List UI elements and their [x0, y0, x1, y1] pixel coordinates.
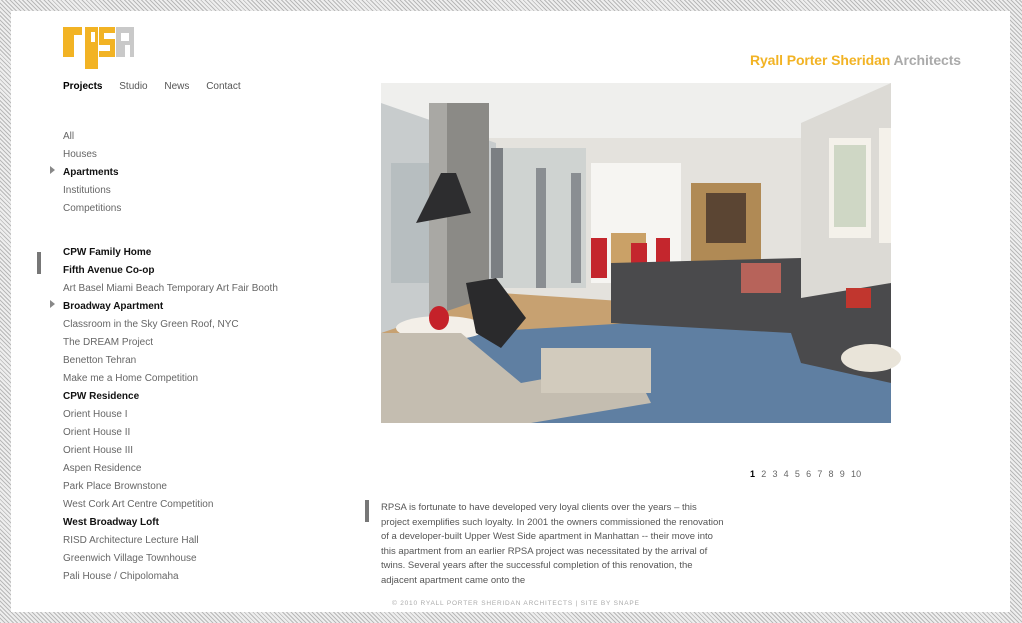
page-link-7[interactable]: 7 — [817, 469, 823, 479]
nav-contact[interactable]: Contact — [206, 81, 241, 92]
footer-credits: © 2010 RYALL PORTER SHERIDAN ARCHITECTS | SITE BY SNAPE — [392, 600, 640, 607]
active-project-arrow-icon — [50, 300, 55, 308]
category-list — [63, 128, 121, 218]
page-link-1[interactable]: 1 — [750, 469, 756, 479]
main-nav — [63, 81, 255, 92]
category-all[interactable]: All — [63, 131, 75, 142]
project-item[interactable]: Pali House / Chipolomaha — [63, 571, 179, 582]
project-item[interactable]: Orient House II — [63, 427, 131, 438]
project-item[interactable]: West Broadway Loft — [63, 517, 159, 528]
page-link-6[interactable]: 6 — [806, 469, 812, 479]
rpsa-logo[interactable] — [63, 27, 135, 69]
project-item[interactable]: CPW Residence — [63, 391, 140, 402]
project-item[interactable]: Aspen Residence — [63, 463, 142, 474]
project-list — [63, 244, 323, 582]
project-photo[interactable] — [381, 83, 891, 423]
project-item[interactable]: Orient House I — [63, 409, 128, 420]
description-marker — [365, 500, 369, 522]
project-item[interactable]: Make me a Home Competition — [63, 373, 199, 384]
page-link-3[interactable]: 3 — [772, 469, 778, 479]
project-item[interactable]: Park Place Brownstone — [63, 481, 167, 492]
brand-name — [750, 52, 961, 68]
project-item[interactable]: Orient House III — [63, 445, 134, 456]
category-houses[interactable]: Houses — [63, 149, 97, 160]
category-competitions[interactable]: Competitions — [63, 203, 122, 214]
nav-studio[interactable]: Studio — [119, 81, 148, 92]
project-item[interactable]: CPW Family Home — [63, 247, 152, 258]
project-item[interactable]: West Cork Art Centre Competition — [63, 499, 214, 510]
page-link-5[interactable]: 5 — [794, 469, 801, 479]
page-link-2[interactable]: 2 — [761, 469, 767, 479]
category-institutions[interactable]: Institutions — [63, 185, 111, 196]
page-link-4[interactable]: 4 — [783, 469, 789, 479]
brand-rest: Architects — [893, 52, 961, 68]
project-item[interactable]: Broadway Apartment — [63, 301, 164, 312]
project-item[interactable]: RISD Architecture Lecture Hall — [63, 535, 199, 546]
project-item[interactable]: Benetton Tehran — [63, 355, 137, 366]
project-description: RPSA is fortunate to have developed very loyal clients over the years – this project exemplifies such loyalty. In 2001 the owners commissioned the renovation of a developer-built Upper West Side apartment in Manhattan -- their move into this apartment from an earlier RPSA project was necessitated by the arrival of twins. Several years after the successful completion of this renovation, the adjacent apartment came onto the — [381, 502, 724, 586]
apartment-interior-image — [381, 83, 891, 423]
page — [11, 11, 1010, 612]
project-item[interactable]: Art Basel Miami Beach Temporary Art Fair Booth — [63, 283, 278, 294]
nav-news[interactable]: News — [164, 81, 190, 92]
category-apartments[interactable]: Apartments — [63, 167, 119, 178]
brand-highlight: Ryall Porter Sheridan — [749, 52, 891, 68]
image-pager — [750, 469, 867, 479]
nav-projects[interactable]: Projects — [63, 81, 103, 92]
page-link-9[interactable]: 9 — [839, 469, 845, 479]
page-link-8[interactable]: 8 — [828, 469, 834, 479]
project-item[interactable]: The DREAM Project — [63, 337, 154, 348]
page-link-10[interactable]: 10 — [850, 469, 862, 479]
current-project-marker — [37, 252, 41, 274]
project-item[interactable]: Greenwich Village Townhouse — [63, 553, 197, 564]
active-category-arrow-icon — [50, 166, 55, 174]
project-item[interactable]: Classroom in the Sky Green Roof, NYC — [63, 319, 239, 330]
project-item[interactable]: Fifth Avenue Co-op — [63, 265, 155, 276]
